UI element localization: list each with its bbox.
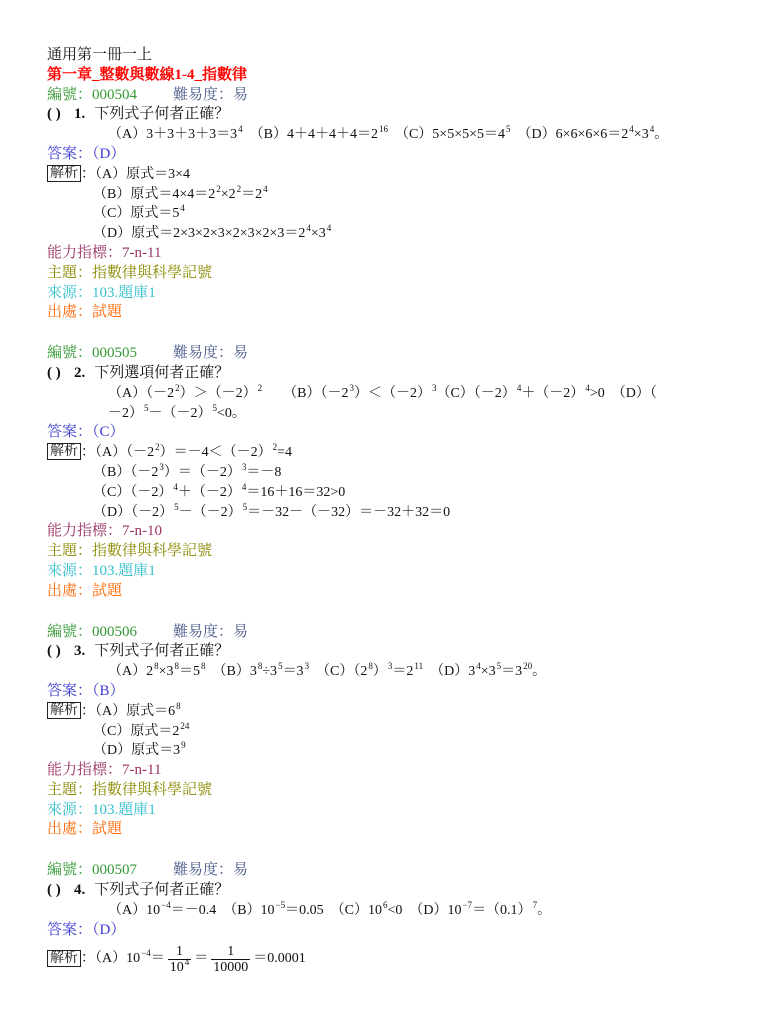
text-run: ＝ — [150, 951, 165, 967]
fraction — [168, 944, 192, 975]
answer-line — [47, 423, 768, 443]
text-run: >0 （D）（ — [589, 385, 657, 401]
text-run: （C）原式＝2 — [93, 723, 180, 739]
text-run: （B）4＋4＋4＋4＝2 — [242, 127, 378, 143]
ability-label: 能力指標： — [47, 244, 123, 261]
text-run: （A）原式＝3×4 — [95, 166, 191, 182]
text-run: （D）原式＝3 — [93, 743, 181, 759]
text-run: （B）原式＝4×4＝2 — [93, 186, 216, 202]
analysis-label: 解析 — [47, 702, 81, 719]
text-run: ＝0.05 （C）10 — [285, 902, 382, 918]
analysis — [47, 702, 768, 761]
source-value: 103.題庫1 — [92, 562, 156, 579]
item-id-label: 編號： — [47, 86, 93, 103]
superscript: 8 — [368, 661, 373, 672]
topic-label: 主題： — [47, 781, 93, 798]
source-value: 103.題庫1 — [92, 801, 156, 818]
superscript: 4 — [326, 223, 332, 234]
text-run: （D）3 — [423, 664, 476, 680]
text-run: ÷3 — [262, 664, 278, 680]
source — [47, 801, 768, 821]
superscript: −7 — [462, 899, 473, 910]
text-run: （C）5×5×5×5＝4 — [387, 127, 505, 143]
analysis-line — [47, 224, 768, 244]
answer-blank: ( ) — [47, 882, 61, 899]
superscript: 5 — [242, 501, 248, 512]
superscript: 8 — [257, 661, 263, 672]
origin — [47, 303, 768, 323]
text-run: ＝ — [194, 951, 209, 967]
source-label: 來源： — [47, 284, 93, 301]
question-number: 1. — [74, 106, 86, 123]
ability-indicator — [47, 244, 768, 264]
analysis — [47, 165, 768, 244]
analysis — [47, 940, 768, 977]
superscript: 4 — [263, 183, 268, 194]
superscript: 5 — [278, 661, 283, 672]
text-run: 。 — [537, 902, 552, 918]
text-run: －2） — [108, 405, 143, 421]
answer-value: （B） — [92, 682, 125, 699]
origin-value: 試題 — [92, 821, 123, 838]
superscript: 3 — [159, 461, 164, 472]
question-stem-line — [47, 881, 768, 901]
text-run: <0。 — [217, 405, 246, 421]
text-run: ＝－8 — [246, 464, 282, 480]
superscript: 7 — [532, 899, 538, 910]
superscript: 2 — [216, 183, 221, 194]
item-id-value: 000507 — [92, 862, 138, 879]
question-block — [47, 344, 768, 601]
ability-label: 能力指標： — [47, 523, 123, 540]
option-line — [47, 125, 768, 145]
superscript: 3 — [349, 382, 354, 393]
analysis-colon: ： — [81, 703, 95, 719]
topic — [47, 264, 768, 284]
analysis-colon: ： — [81, 951, 95, 967]
analysis-line — [47, 741, 768, 761]
answer-blank: ( ) — [47, 643, 61, 660]
text-run: （D）（－2） — [93, 504, 174, 520]
superscript: 5 — [506, 124, 511, 135]
item-id-value: 000504 — [92, 86, 138, 103]
question-stem-line — [47, 642, 768, 662]
item-id-label: 編號： — [47, 623, 93, 640]
text-run: （B）（－2 — [262, 385, 349, 401]
superscript: −4 — [161, 899, 171, 910]
superscript: −5 — [275, 899, 286, 910]
analysis-line — [47, 940, 768, 977]
superscript: 8 — [154, 661, 159, 672]
text-run: ×2 — [220, 186, 236, 202]
option-line — [47, 901, 768, 921]
difficulty-value: 易 — [233, 623, 249, 640]
item-id — [47, 345, 137, 361]
question-stem-line — [47, 364, 768, 384]
source-value: 103.題庫1 — [92, 284, 156, 301]
question-number: 3. — [74, 643, 86, 660]
text-run: 1 — [175, 943, 183, 959]
superscript: 2 — [155, 442, 160, 453]
question-number: 4. — [74, 882, 86, 899]
item-id — [47, 624, 137, 640]
superscript: 4 — [476, 661, 481, 672]
superscript: 4 — [184, 956, 190, 967]
answer-line — [47, 682, 768, 702]
superscript: 20 — [523, 661, 533, 672]
superscript: 2 — [272, 442, 278, 453]
superscript: 9 — [181, 740, 186, 751]
superscript: 24 — [180, 720, 190, 731]
superscript: 16 — [378, 124, 388, 135]
superscript: 5 — [144, 402, 149, 413]
options — [47, 901, 768, 921]
superscript: 3 — [387, 661, 393, 672]
text-run: （C）（－2） — [93, 484, 173, 500]
analysis-line — [47, 483, 768, 503]
origin-label: 出處： — [47, 821, 93, 838]
superscript: 4 — [238, 124, 243, 135]
superscript: 2 — [175, 382, 180, 393]
item-id-label: 編號： — [47, 862, 93, 879]
source — [47, 562, 768, 582]
text-run: 1 — [227, 943, 235, 959]
superscript: 4 — [649, 124, 655, 135]
text-run: （C）（－2） — [436, 385, 516, 401]
superscript: 2 — [257, 382, 263, 393]
superscript: 4 — [180, 203, 185, 214]
question-stem: 下列式子何者正確？ — [94, 106, 230, 123]
options — [47, 125, 768, 145]
question-stem: 下列式子何者正確？ — [94, 882, 230, 899]
topic-value: 指數律與科學記號 — [92, 264, 213, 281]
text-run: ×3 — [633, 127, 649, 143]
text-run: －（－2） — [148, 405, 212, 421]
answer-label: 答案： — [47, 682, 93, 699]
text-run: （A）3＋3＋3＋3＝3 — [108, 127, 238, 143]
text-run: ＝－32－（－32）＝－32＋32＝0 — [247, 504, 451, 520]
answer-value: （D） — [92, 921, 126, 938]
superscript: −4 — [141, 948, 151, 959]
origin-value: 試題 — [92, 304, 123, 321]
difficulty-label: 難易度： — [173, 862, 234, 879]
superscript: 5 — [174, 501, 179, 512]
superscript: 4 — [629, 124, 634, 135]
meta-line — [47, 86, 768, 106]
analysis-line — [47, 702, 768, 722]
answer-blank: ( ) — [47, 364, 61, 381]
source — [47, 284, 768, 304]
answer-line — [47, 145, 768, 165]
topic — [47, 542, 768, 562]
ability-value: 7-n-11 — [122, 244, 162, 261]
text-run: ＝－0.4 （B）10 — [170, 902, 275, 918]
analysis-label: 解析 — [47, 950, 81, 967]
fraction — [211, 944, 250, 975]
analysis-line — [47, 463, 768, 483]
text-run: （B）3 — [205, 664, 257, 680]
text-run: （A）（－2 — [108, 385, 175, 401]
superscript: 8 — [176, 700, 181, 711]
text-run: ）＜（－2） — [353, 385, 431, 401]
text-run: ＝2 — [392, 664, 414, 680]
text-run: ＝3 — [501, 664, 523, 680]
option-line — [47, 662, 768, 682]
superscript: 4 — [306, 223, 311, 234]
answer-label: 答案： — [47, 424, 93, 441]
text-run: ＝16＋16＝32>0 — [246, 484, 346, 500]
difficulty-value: 易 — [233, 862, 249, 879]
text-run: （A）原式＝6 — [95, 703, 176, 719]
superscript: 5 — [496, 661, 502, 672]
answer-line — [47, 921, 768, 941]
difficulty — [173, 345, 248, 361]
text-run: ＝2 — [241, 186, 263, 202]
analysis-colon: ： — [81, 445, 95, 461]
difficulty-value: 易 — [233, 86, 249, 103]
ability-label: 能力指標： — [47, 762, 123, 779]
text-run: ） — [372, 664, 387, 680]
question-stem: 下列選項何者正確？ — [94, 364, 230, 381]
question-block — [47, 623, 768, 841]
text-run: 。 — [654, 127, 669, 143]
option-line — [47, 384, 768, 404]
superscript: 2 — [236, 183, 242, 194]
fraction-numerator — [211, 944, 250, 959]
topic-label: 主題： — [47, 543, 93, 560]
question-stem: 下列式子何者正確？ — [94, 643, 230, 660]
answer-label: 答案： — [47, 921, 93, 938]
answer-value: （D） — [92, 145, 126, 162]
text-run: ＝5 — [179, 664, 201, 680]
ability-indicator — [47, 761, 768, 781]
text-run: （B）（－2 — [93, 464, 159, 480]
ability-value: 7-n-11 — [122, 762, 162, 779]
analysis-colon: ： — [81, 166, 95, 182]
question-number: 2. — [74, 364, 86, 381]
ability-value: 7-n-10 — [122, 523, 163, 540]
difficulty-label: 難易度： — [173, 86, 234, 103]
difficulty-label: 難易度： — [173, 623, 234, 640]
superscript: 8 — [174, 661, 180, 672]
text-run: （A）（－2 — [95, 445, 155, 461]
superscript: 6 — [382, 899, 388, 910]
item-id-value: 000505 — [92, 345, 138, 362]
difficulty-label: 難易度： — [173, 345, 234, 362]
text-run: ）＝－4＜（－2） — [159, 445, 272, 461]
item-id — [47, 87, 137, 103]
topic-value: 指數律與科學記號 — [92, 543, 213, 560]
origin — [47, 582, 768, 602]
chapter-title: 第一章_整數與數線1-4_指數律 — [47, 66, 247, 83]
topic — [47, 781, 768, 801]
text-run: （C）原式＝5 — [93, 206, 180, 222]
text-run: ×3 — [480, 664, 496, 680]
source-label: 來源： — [47, 801, 93, 818]
item-id — [47, 862, 137, 878]
question-list — [47, 86, 768, 978]
superscript: 8 — [201, 661, 206, 672]
text-run: ×3 — [158, 664, 174, 680]
analysis-line — [47, 443, 768, 463]
text-run: ＝3 — [282, 664, 304, 680]
analysis — [47, 443, 768, 522]
question-block — [47, 86, 768, 324]
text-run: <0 （D）10 — [387, 902, 462, 918]
text-run: （D）原式＝2×3×2×3×2×3×2×3＝2 — [93, 226, 306, 242]
meta-line — [47, 344, 768, 364]
text-run: ×3 — [310, 226, 326, 242]
question-block — [47, 861, 768, 977]
analysis-line — [47, 722, 768, 742]
source-label: 來源： — [47, 562, 93, 579]
text-run: ＋（－2） — [521, 385, 585, 401]
text-run: ＝（0.1） — [472, 902, 532, 918]
option-line — [47, 404, 768, 424]
answer-blank: ( ) — [47, 106, 61, 123]
difficulty — [173, 862, 248, 878]
item-id-label: 編號： — [47, 345, 93, 362]
topic-value: 指數律與科學記號 — [92, 781, 213, 798]
book-title: 通用第一冊一上 — [47, 47, 153, 63]
text-run: ）＞（－2） — [179, 385, 257, 401]
ability-indicator — [47, 522, 768, 542]
difficulty-value: 易 — [233, 345, 249, 362]
superscript: 3 — [431, 382, 437, 393]
text-run: －（－2） — [178, 504, 242, 520]
text-run: 10 — [169, 959, 184, 975]
origin-value: 試題 — [92, 582, 123, 599]
options — [47, 384, 768, 424]
text-run: 10000 — [213, 959, 249, 975]
text-run: （A）2 — [108, 664, 154, 680]
options — [47, 662, 768, 682]
superscript: 4 — [241, 481, 247, 492]
answer-value: （C） — [92, 424, 125, 441]
analysis-label: 解析 — [47, 443, 81, 460]
origin-label: 出處： — [47, 304, 93, 321]
analysis-line — [47, 185, 768, 205]
superscript: 3 — [304, 661, 310, 672]
difficulty — [173, 624, 248, 640]
text-run: ＋（－2） — [177, 484, 241, 500]
analysis-line — [47, 165, 768, 185]
superscript: 4 — [173, 481, 178, 492]
analysis-line — [47, 204, 768, 224]
meta-line — [47, 861, 768, 881]
superscript: 3 — [241, 461, 247, 472]
difficulty — [173, 87, 248, 103]
answer-label: 答案： — [47, 145, 93, 162]
superscript: 5 — [212, 402, 217, 413]
analysis-line — [47, 503, 768, 523]
analysis-label: 解析 — [47, 165, 81, 182]
item-id-value: 000506 — [92, 623, 138, 640]
question-stem-line — [47, 105, 768, 125]
fraction-denominator — [211, 959, 250, 975]
text-run: =4 — [277, 445, 293, 461]
origin-label: 出處： — [47, 582, 93, 599]
superscript: 4 — [585, 382, 590, 393]
text-run: （C）（2 — [309, 664, 368, 680]
meta-line — [47, 623, 768, 643]
text-run: （A）10 — [95, 951, 141, 967]
text-run: （D）6×6×6×6＝2 — [510, 127, 629, 143]
fraction-denominator — [168, 956, 192, 975]
text-run: ）＝（－2） — [163, 464, 241, 480]
text-run: 。 — [532, 664, 547, 680]
superscript: 11 — [414, 661, 424, 672]
text-run: ＝0.0001 — [253, 951, 306, 967]
superscript: 4 — [516, 382, 522, 393]
topic-label: 主題： — [47, 264, 93, 281]
text-run: （A）10 — [108, 902, 161, 918]
origin — [47, 820, 768, 840]
